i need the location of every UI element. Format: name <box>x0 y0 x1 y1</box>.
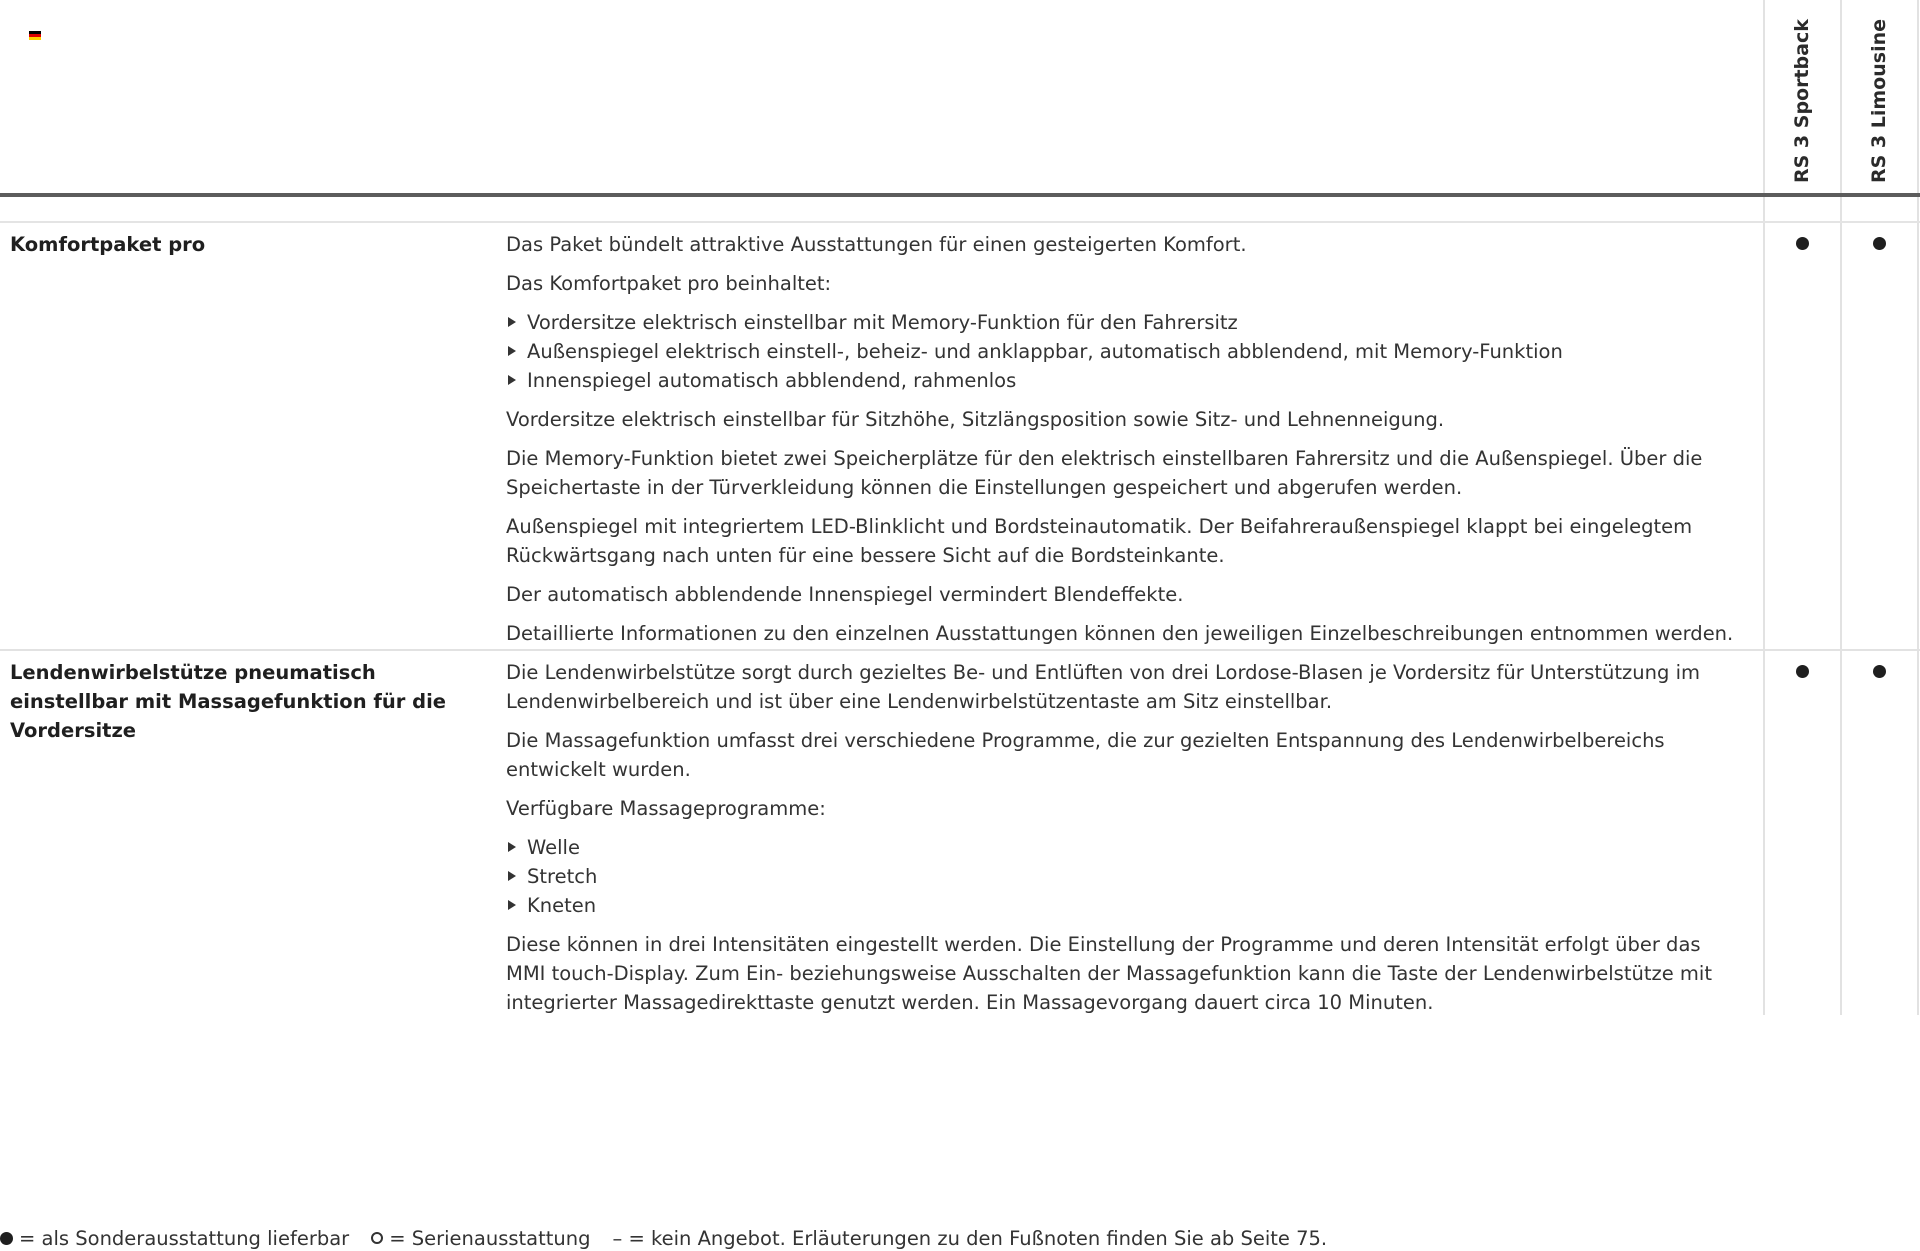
bullet-arrow-icon <box>508 871 516 881</box>
bullet-arrow-icon <box>508 842 516 852</box>
flag-stripe-gold <box>29 37 41 40</box>
column-header-limousine-label: RS 3 Limousine <box>1868 19 1890 183</box>
list-item <box>506 862 1746 891</box>
table-row-lendenwirbelstuetze <box>0 651 1920 1015</box>
description-paragraph: Außenspiegel mit integriertem LED-Blinklicht und Bordsteinautomatik. Der Beifahreraußenspiegel klappt bei eingelegtem Rückwärtsgang nach unten für eine bessere Sicht auf die Bordsteinkante. <box>506 515 1693 567</box>
language-flag-icon[interactable] <box>29 31 41 40</box>
availability-dot-icon <box>1796 665 1809 678</box>
massage-program-list <box>506 833 1746 920</box>
table-row-komfortpaket <box>0 223 1920 649</box>
bullet-arrow-icon <box>508 900 516 910</box>
availability-dot-icon <box>1873 237 1886 250</box>
list-item-text: Vordersitze elektrisch einstellbar mit Memory-Funktion für den Fahrersitz <box>527 311 1238 334</box>
legend <box>0 1226 1349 1250</box>
list-item-text: Innenspiegel automatisch abblendend, rahmenlos <box>527 369 1017 392</box>
list-item <box>506 891 1746 920</box>
row-label: Lendenwirbelstütze pneumatisch einstellbar mit Massagefunktion für die Vordersitze <box>10 661 446 742</box>
legend-none-text: – = kein Angebot. Erläuterungen zu den Fußnoten finden Sie ab Seite 75. <box>612 1226 1328 1250</box>
list-item <box>506 308 1746 337</box>
description-paragraph: Detaillierte Informationen zu den einzelnen Ausstattungen können den jeweiligen Einzelbeschreibungen entnommen werden. <box>506 622 1734 645</box>
row-label: Komfortpaket pro <box>10 233 206 256</box>
legend-optional <box>0 1227 349 1250</box>
list-item-text: Stretch <box>527 865 598 888</box>
description-paragraph: Die Lendenwirbelstütze sorgt durch gezieltes Be- und Entlüften von drei Lordose-Blasen je Vordersitz für Unterstützung im Lendenwirbelbereich und ist über eine Lendenwirbelstützentaste am Sitz einstellbar. <box>506 661 1700 713</box>
availability-dot-icon <box>1796 237 1809 250</box>
legend-none <box>613 1227 1328 1250</box>
list-item <box>506 833 1746 862</box>
legend-standard-text: = Serienausstattung <box>389 1226 591 1250</box>
list-item-text: Kneten <box>527 894 597 917</box>
description-paragraph: Vordersitze elektrisch einstellbar für Sitzhöhe, Sitzlängsposition sowie Sitz- und Lehnenneigung. <box>506 408 1445 431</box>
list-item-text: Außenspiegel elektrisch einstell-, beheiz- und anklappbar, automatisch abblendend, mit Memory-Funktion <box>527 340 1563 363</box>
list-item <box>506 337 1746 366</box>
row-description <box>506 658 1746 1027</box>
description-paragraph: Verfügbare Massageprogramme: <box>506 797 826 820</box>
description-paragraph: Die Memory-Funktion bietet zwei Speicherplätze für den elektrisch einstellbaren Fahrersitz und die Außenspiegel. Über die Speichertaste in der Türverkleidung können die Einstellungen gespeichert und abgerufen werden. <box>506 447 1703 499</box>
list-item <box>506 366 1746 395</box>
description-paragraph: Diese können in drei Intensitäten eingestellt werden. Die Einstellung der Programme und deren Intensität erfolgt über das MMI touch-Display. Zum Ein- beziehungsweise Ausschalten der Massagefunktion kann die Taste der Lendenwirbelstütze mit integrierter Massagedirekttaste genutzt werden. Ein Massagevorgang dauert circa 10 Minuten. <box>506 933 1712 1014</box>
bullet-arrow-icon <box>508 346 516 356</box>
legend-optional-text: = als Sonderausstattung lieferbar <box>19 1226 350 1250</box>
description-paragraph: Der automatisch abblendende Innenspiegel vermindert Blendeffekte. <box>506 583 1184 606</box>
filled-dot-icon <box>0 1232 13 1245</box>
description-paragraph: Das Komfortpaket pro beinhaltet: <box>506 272 832 295</box>
list-item-text: Welle <box>527 836 580 859</box>
row-description <box>506 230 1746 658</box>
description-paragraph: Die Massagefunktion umfasst drei verschiedene Programme, die zur gezielten Entspannung des Lendenwirbelbereichs entwickelt wurden. <box>506 729 1665 781</box>
description-paragraph: Das Paket bündelt attraktive Ausstattungen für einen gesteigerten Komfort. <box>506 233 1247 256</box>
hollow-dot-icon <box>371 1232 383 1244</box>
feature-list <box>506 308 1746 395</box>
header-divider <box>0 193 1920 197</box>
column-header-sportback-label: RS 3 Sportback <box>1791 19 1813 183</box>
availability-dot-icon <box>1873 665 1886 678</box>
legend-standard <box>371 1227 590 1250</box>
bullet-arrow-icon <box>508 375 516 385</box>
bullet-arrow-icon <box>508 317 516 327</box>
